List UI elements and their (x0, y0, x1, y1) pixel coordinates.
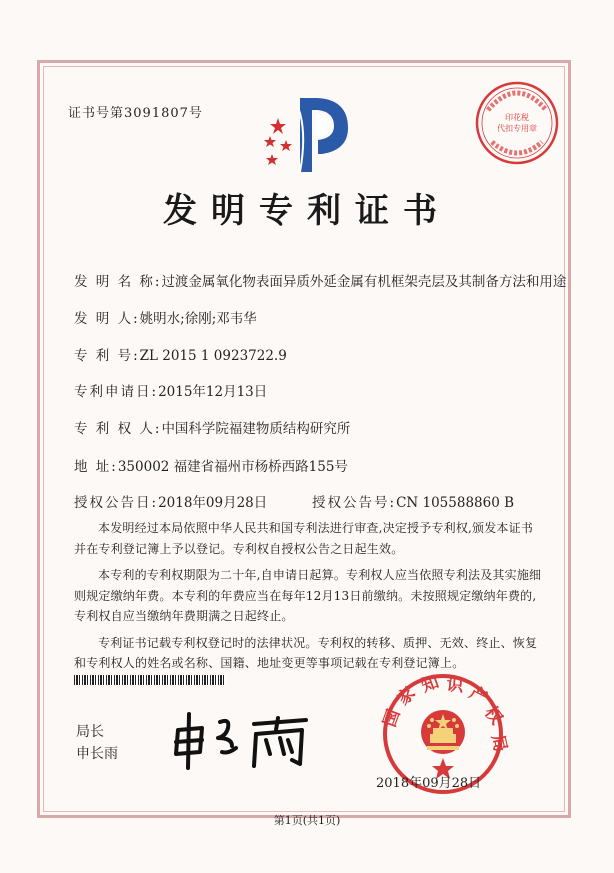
filing-date-value: 2015年12月13日 (158, 384, 268, 400)
invention-name-row (74, 270, 566, 290)
svg-text:家: 家 (393, 683, 420, 710)
patentee-row (74, 417, 350, 437)
address-row (74, 455, 348, 475)
cnipa-logo-icon (256, 88, 360, 178)
svg-text:产: 产 (465, 682, 491, 709)
body-paragraph-2: 本专利的专利权期限为二十年,自申请日起算。专利权人应当依照专利法及其实施细则规定缴纳年费。本专利的年费应当在每年12月13日前缴纳。未按照规定缴纳年费的,专利权自应当缴纳年费期满之日起终止。 (74, 568, 542, 623)
body-paragraph-1: 本发明经过本局依照中华人民共和国专利法进行审查,决定授予专利权,颁发本证书并在专利登记簿上予以登记。专利权自授权公告之日起生效。 (74, 521, 534, 556)
tax-stamp-seal-icon (474, 80, 560, 166)
director-title: 局长 (76, 724, 104, 740)
director-name: 申长雨 (76, 746, 118, 762)
inventor-row (74, 307, 257, 327)
svg-text:权: 权 (480, 702, 507, 729)
svg-text:国: 国 (379, 706, 405, 730)
body-paragraph-3: 专利证书记载专利权登记时的法律状况。专利权的转移、质押、无效、终止、恢复和专利权人的姓名或名称、国籍、地址变更等事项记载在专利登记簿上。 (74, 635, 538, 670)
patent-number-value: ZL 2015 1 0923722.9 (139, 348, 287, 364)
invention-name-value: 过渡金属氧化物表面异质外延金属有机框架壳层及其制备方法和用途 (161, 274, 567, 290)
certificate-body (74, 518, 544, 680)
barcode (74, 675, 226, 685)
svg-text:代扣专用章: 代扣专用章 (497, 124, 537, 133)
seal-date: 2018年09月28日 (376, 776, 482, 791)
certificate-number: 证书号第3091807号 (68, 106, 203, 121)
filing-date-row (74, 380, 267, 400)
svg-text:印花税: 印花税 (505, 113, 529, 122)
grant-number-row (312, 491, 514, 511)
patentee-value: 中国科学院福建物质结构研究所 (161, 421, 351, 437)
grant-number-value: CN 105588860 B (396, 495, 515, 511)
grant-number-label: 授权公告号: (312, 495, 397, 511)
patent-number-row (74, 344, 287, 364)
svg-text:知: 知 (418, 672, 442, 697)
patentee-label: 专 利 权 人: (74, 421, 162, 437)
grant-date-label: 授权公告日: (74, 495, 159, 511)
grant-date-row (74, 491, 267, 511)
svg-text:识: 识 (445, 675, 465, 697)
address-label: 地 址: (74, 459, 118, 475)
inventor-label: 发 明 人: (74, 311, 140, 327)
inventor-value: 姚明水;徐刚;邓韦华 (139, 311, 257, 327)
patent-number-label: 专 利 号: (74, 348, 140, 364)
address-value: 350002 福建省福州市杨桥西路155号 (117, 459, 348, 475)
director-signature-icon (168, 708, 318, 772)
invention-name-label: 发 明 名 称: (74, 274, 162, 290)
grant-date-value: 2018年09月28日 (158, 495, 268, 511)
page-number: 第1页(共1页) (273, 814, 341, 827)
page-title: 发明专利证书 (163, 191, 451, 231)
svg-text:局: 局 (487, 732, 511, 754)
filing-date-label: 专利申请日: (74, 384, 159, 400)
